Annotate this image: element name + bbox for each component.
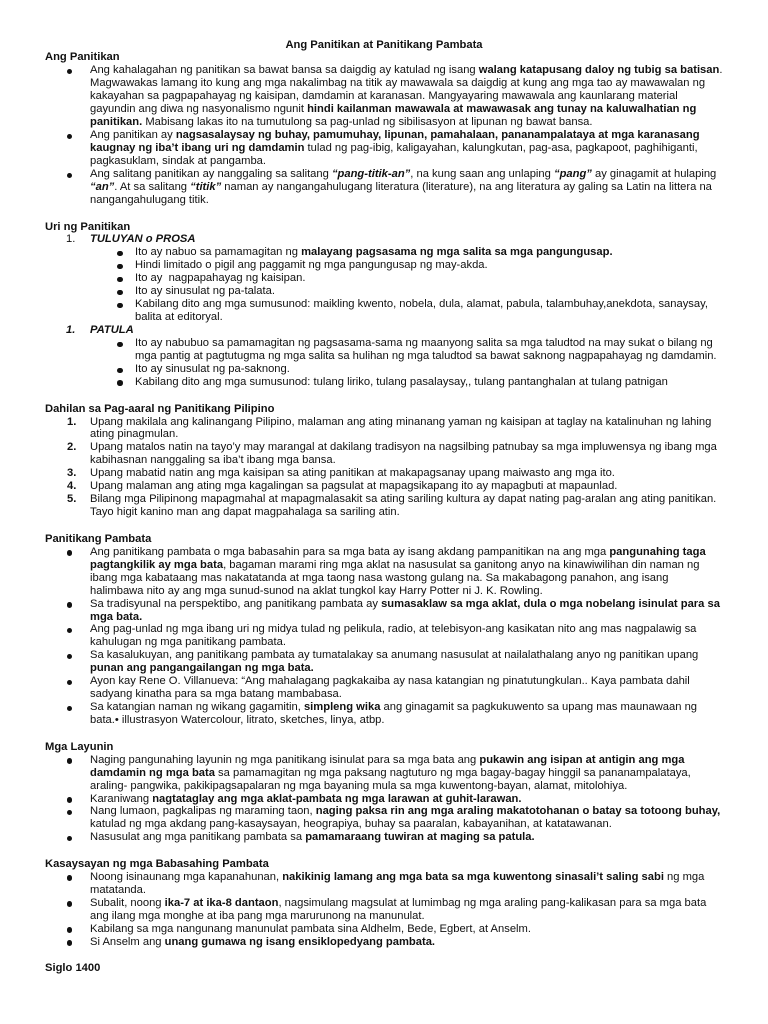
bold-text: nakikinig lamang ang mga bata sa mga kuwentong sinasali’t saling sabi bbox=[282, 870, 664, 883]
paragraph-text bbox=[90, 64, 726, 129]
section-heading: Panitikang Pambata bbox=[45, 532, 152, 545]
paragraph-text bbox=[90, 831, 723, 844]
text-run: Upang mabatid natin ang mga kaisipan sa ating panitikan at makapagsanay upang maiwasto ang mga ito. bbox=[90, 467, 615, 480]
bold-text: nagsasalaysay ng buhay, pamumuhay, lipunan, pamahalaan, pananampalataya at mga karanasang kaugnay ng iba’t ibang uri ng damdamin bbox=[90, 129, 703, 155]
bold-text: walang katapusang daloy ng tubig sa batisan bbox=[478, 64, 720, 77]
sub-list-item bbox=[90, 337, 723, 363]
bold-text: simpleng wika bbox=[303, 701, 381, 714]
bullet-list bbox=[45, 754, 723, 845]
list-item bbox=[45, 675, 723, 701]
text-run: Si Anselm ang bbox=[90, 935, 165, 948]
bold-text: unang gumawa ng isang ensiklopedyang pambata. bbox=[164, 935, 436, 948]
text-run: Ang kahalagahan ng panitikan sa bawat bansa sa daigdig ay katulad ng isang bbox=[90, 64, 479, 77]
bold-text: hindi kailanman mawawala at mawawasak ang tunay na kaluwalhatian ng panitikan. bbox=[90, 103, 700, 129]
document-title: Ang Panitikan at Panitikang Pambata bbox=[285, 38, 483, 51]
section-dahilan bbox=[45, 403, 723, 520]
list-item bbox=[45, 936, 723, 949]
text-run: Mabisang lakas ito na tumutulong sa pag-unlad ng sibilisasyon at lipunan ng bawat bansa. bbox=[142, 116, 593, 129]
text-run: Ang panitikang pambata o mga babasahin para sa mga bata ay isang akdang pampanitikan na ang mga bbox=[90, 545, 610, 558]
bullet-list bbox=[45, 871, 723, 949]
bold-text: pamamaraang tuwiran at maging sa patula. bbox=[305, 831, 535, 844]
section-uri-ng-panitikan bbox=[45, 221, 723, 389]
text-run: ay ginagamit at hulaping bbox=[591, 168, 720, 181]
list-number: 5. bbox=[67, 493, 77, 506]
bold-text: sumasaklaw sa mga aklat, dula o mga nobelang isinulat para sa mga bata. bbox=[90, 597, 724, 623]
numbered-item bbox=[45, 416, 723, 442]
numbered-list bbox=[45, 416, 723, 520]
paragraph-text bbox=[135, 363, 723, 376]
list-item bbox=[45, 546, 723, 598]
section-heading: Kasaysayan ng mga Babasahing Pambata bbox=[45, 857, 269, 870]
text-run: katulad ng mga akdang pang-kasaysayan, heograpiya, buhay sa paaralan, kabayanihan, at katatawanan. bbox=[90, 805, 724, 831]
text-run: Ayon kay Rene O. Villanueva: “Ang mahalagang pagkakaiba ay nasa katangian ng pinatutungkulan.. Kaya pambata dahil sadyang kinatha para sa mga batang mambabasa. bbox=[90, 675, 693, 701]
list-item bbox=[45, 754, 723, 793]
bold-text: nagtataglay ang mga aklat-pambata ng mga larawan at guhit-larawan. bbox=[152, 792, 522, 805]
text-run: Upang matalos natin na tayo’y may marangal at dakilang tradisyon na nagsilbing patnubay sa mga impluwensya ng ibang mga kabihasnan nanggaling sa iba’t ibang mga bansa. bbox=[90, 441, 720, 467]
text-run: Upang malaman ang ating mga kagalingan sa pagsulat at mapagsikapang ito ay mapagbuti at mapaunlad. bbox=[90, 480, 618, 493]
text-run: Sa kasalukuyan, ang panitikang pambata ay tumatalakay sa anumang nasusulat at nailalathalang anyo ng panitikan upang bbox=[90, 649, 702, 662]
numbered-item bbox=[45, 233, 723, 324]
bold-text: punan ang pangangailangan ng mga bata. bbox=[90, 662, 314, 675]
bold-italic-text: “titik” bbox=[190, 180, 222, 193]
list-number: 1. bbox=[66, 324, 76, 337]
paragraph-text bbox=[90, 467, 723, 480]
paragraph-text bbox=[90, 754, 723, 793]
list-item bbox=[45, 598, 723, 624]
text-run: Kabilang sa mga nangunang manunulat pambata sina Aldhelm, Bede, Egbert, at Anselm. bbox=[90, 922, 531, 935]
bold-italic-text: “pang” bbox=[553, 168, 592, 181]
list-item bbox=[45, 129, 723, 168]
text-run: Upang makilala ang kalinangang Pilipino, malaman ang ating minanang yaman ng kaisipan at taglay na katalinuhan ng lahing ating pinagmulan. bbox=[90, 415, 715, 441]
paragraph-text bbox=[135, 259, 723, 272]
bold-text: naging paksa rin ang mga araling makatotohanan o batay sa totoong buhay, bbox=[315, 805, 721, 818]
paragraph-text bbox=[90, 675, 723, 701]
paragraph-text bbox=[90, 623, 723, 649]
list-item bbox=[45, 871, 723, 897]
section-panitikang-pambata bbox=[45, 533, 723, 727]
sub-bullet-list bbox=[90, 337, 723, 389]
list-item bbox=[45, 805, 723, 831]
paragraph-text bbox=[90, 168, 723, 207]
sub-list-item bbox=[90, 259, 723, 272]
numbered-item bbox=[45, 493, 723, 519]
text-run: Bilang mga Pilipinong mapagmahal at mapagmalasakit sa ating sariling kultura ay dapat nating pag-aralan ang ating panitikan. Tayo higit kanino man ang dapat magpahalaga sa sariling atin. bbox=[90, 493, 720, 519]
text-run: ng mga matatanda. bbox=[90, 870, 708, 896]
section-heading: Siglo 1400 bbox=[45, 962, 101, 975]
numbered-item bbox=[45, 324, 723, 389]
section-heading: Ang Panitikan bbox=[45, 51, 120, 64]
item-title bbox=[90, 233, 723, 246]
text-run: Ang salitang panitikan ay nanggaling sa salitang bbox=[90, 168, 332, 181]
sub-list-item bbox=[90, 298, 723, 324]
section-ang-panitikan bbox=[45, 51, 726, 206]
text-run: Karaniwang bbox=[90, 792, 153, 805]
paragraph-text bbox=[90, 897, 723, 923]
sub-list-item bbox=[90, 285, 723, 298]
text-run: Nang lumaon, pagkalipas ng maraming taon, bbox=[90, 805, 316, 818]
sub-list-item bbox=[90, 363, 723, 376]
paragraph-text bbox=[135, 285, 723, 298]
paragraph-text bbox=[90, 923, 723, 936]
text-run: Ito ay nabubuo sa pamamagitan ng pagsasama-sama ng maanyong salita sa mga taludtod na may sukat o bilang ng mga pantig at pagtutugma ng mga salita sa hulihan ng mga taludtod sa bawat saknong nagpapahayag ng damdamin. bbox=[135, 337, 717, 363]
text-run: , na kung saan ang unlaping bbox=[410, 168, 554, 181]
numbered-list bbox=[45, 233, 723, 388]
bullet-list bbox=[45, 546, 723, 727]
list-number: 3. bbox=[67, 467, 77, 480]
bold-text: malayang pagsasama ng mga salita sa mga pangungusap. bbox=[301, 246, 613, 259]
bold-text: ika-7 at ika-8 dantaon bbox=[164, 896, 279, 909]
paragraph-text bbox=[90, 598, 723, 624]
bold-text: pukawin ang isipan at antigin ang mga damdamin ng mga bata bbox=[90, 753, 688, 779]
section-kasaysayan bbox=[45, 858, 723, 949]
paragraph-text bbox=[135, 376, 723, 389]
section-heading: Uri ng Panitikan bbox=[45, 220, 131, 233]
paragraph-text bbox=[90, 493, 723, 519]
sub-list-item bbox=[90, 376, 723, 389]
list-item bbox=[45, 168, 723, 207]
text-run: Ito ay nabuo sa pamamagitan ng bbox=[135, 246, 302, 259]
bold-italic-text: TULUYAN o PROSA bbox=[90, 233, 196, 246]
text-run: Nasusulat ang mga panitikang pambata sa bbox=[90, 831, 306, 844]
bold-italic-text: “an” bbox=[90, 180, 115, 193]
text-run: ang ginagamit sa pagkukuwento sa upang mas maunawaan ng bata.• illustrasyon Watercolour, litrato, sketches, linya, atbp. bbox=[90, 701, 701, 727]
list-item bbox=[45, 923, 723, 936]
paragraph-text bbox=[90, 649, 723, 675]
text-run: Naging pangunahing layunin ng mga panitikang isinulat para sa mga bata ang bbox=[90, 753, 480, 766]
text-run: Kabilang dito ang mga sumusunod: tulang liriko, tulang pasalaysay,, tulang pantanghalan at tulang patnigan bbox=[135, 375, 668, 388]
bold-text: pangunahing taga pagtangkilik ay mga bata bbox=[90, 545, 709, 571]
list-number: 1. bbox=[66, 233, 76, 246]
paragraph-text bbox=[90, 793, 723, 806]
item-title bbox=[90, 324, 723, 337]
text-run: tulad ng pag-ibig, kaligayahan, kalungkutan, pag-asa, pagkapoot, paghihiganti, pagkasuklam, sindak at pangamba. bbox=[90, 142, 701, 168]
text-run: naman ay nangangahulugang literatura (literature), na ang literatura ay galing sa Latin na littera na nangangahulugang titik. bbox=[90, 180, 716, 206]
paragraph-text bbox=[135, 272, 723, 285]
text-run: Ito ay nagpapahayag ng kaisipan. bbox=[135, 272, 306, 285]
text-run: Ito ay sinusulat ng pa-talata. bbox=[135, 285, 275, 298]
text-run: sa pamamagitan ng mga paksang nagtuturo ng mga bagay-bagay hinggil sa pananampalataya, araling- pangwika, pakikipagsapalaran ng mga bayaning mula sa mga kuwentong-bayan, alamat, mitolohiya. bbox=[90, 766, 694, 792]
numbered-item bbox=[45, 480, 723, 493]
numbered-item bbox=[45, 441, 723, 467]
text-run: Noong isinaunang mga kapanahunan, bbox=[90, 870, 283, 883]
list-item bbox=[45, 897, 723, 923]
text-run: , bagaman marami ring mga aklat na nasusulat sa ganitong anyo na kinawiwilihan din naman ng ibang mga kabataang mas nakatatanda at mga taong nasa wastong gulang na. Sa makabagong panahon, ang isang halimbawa nito ay ang mga sunud-sunod na aklat tungkol kay Harry Potter ni J. K. Rowling. bbox=[90, 558, 703, 597]
list-item bbox=[45, 64, 726, 129]
paragraph-text bbox=[90, 546, 723, 598]
text-run: Sa tradisyunal na perspektibo, ang panitikang pambata ay bbox=[90, 597, 382, 610]
section-heading: Dahilan sa Pag-aaral ng Panitikang Pilipino bbox=[45, 402, 275, 415]
bullet-list bbox=[45, 64, 726, 206]
list-item bbox=[45, 831, 723, 844]
paragraph-text bbox=[90, 416, 723, 442]
text-run: Hindi limitado o pigil ang paggamit ng mga pangungusap ng may-akda. bbox=[135, 259, 488, 272]
list-number: 2. bbox=[67, 441, 77, 454]
list-item bbox=[45, 649, 723, 675]
sub-list-item bbox=[90, 272, 723, 285]
text-run: Sa katangian naman ng wikang gagamitin, bbox=[90, 701, 304, 714]
list-item bbox=[45, 793, 723, 806]
text-run: Subalit, noong bbox=[90, 896, 165, 909]
bold-italic-text: PATULA bbox=[90, 324, 134, 337]
section-heading: Mga Layunin bbox=[45, 740, 114, 753]
section-mga-layunin bbox=[45, 741, 723, 845]
list-item bbox=[45, 701, 723, 727]
bold-italic-text: “pang-titik-an” bbox=[331, 168, 411, 181]
paragraph-text bbox=[90, 936, 723, 949]
text-run: . At sa salitang bbox=[114, 180, 191, 193]
paragraph-text bbox=[90, 701, 723, 727]
paragraph-text bbox=[90, 480, 723, 493]
list-number: 1. bbox=[67, 415, 77, 428]
text-run: Kabilang dito ang mga sumusunod: maikling kwento, nobela, dula, alamat, pabula, talambuhay,anekdota, sanaysay, balita at editoryal. bbox=[135, 298, 712, 324]
text-run: Ang pag-unlad ng mga ibang uri ng midya tulad ng pelikula, radio, at telebisyon-ang kasikatan nito ang mas nagpalawig sa kahulugan ng mga panitikang pambata. bbox=[90, 623, 700, 649]
sub-list-item bbox=[90, 246, 723, 259]
text-run: , nagsimulang magsulat at lumimbag ng mga araling pang-kalikasan para sa mga bata ang ilang mga monghe at iba pang mga marurunong na manunulat. bbox=[90, 896, 710, 922]
document-body bbox=[45, 38, 726, 976]
text-run: . Magwawakas lamang ito kung ang mga nakalimbag na titik ay mawawala sa daigdig at kung ang mga tao ay mawawalan ng kakayahan sa pagpapahayag ng kaisipan, damdamin at karanasan. Mangyayaring mawawala ang kaunlarang material gayundin ang diwa ng nasyonalismo ngunit bbox=[90, 64, 726, 116]
section-siglo-1400 bbox=[45, 962, 723, 975]
sub-bullet-list bbox=[90, 246, 723, 324]
list-item bbox=[45, 623, 723, 649]
numbered-item bbox=[45, 467, 723, 480]
list-number: 4. bbox=[67, 480, 77, 493]
paragraph-text bbox=[135, 298, 723, 324]
text-run: Ang panitikan ay bbox=[90, 129, 176, 142]
paragraph-text bbox=[135, 337, 723, 363]
paragraph-text bbox=[90, 871, 723, 897]
text-run: Ito ay sinusulat ng pa-saknong. bbox=[135, 363, 290, 376]
paragraph-text bbox=[135, 246, 723, 259]
paragraph-text bbox=[90, 805, 723, 831]
paragraph-text bbox=[90, 129, 723, 168]
paragraph-text bbox=[90, 441, 723, 467]
